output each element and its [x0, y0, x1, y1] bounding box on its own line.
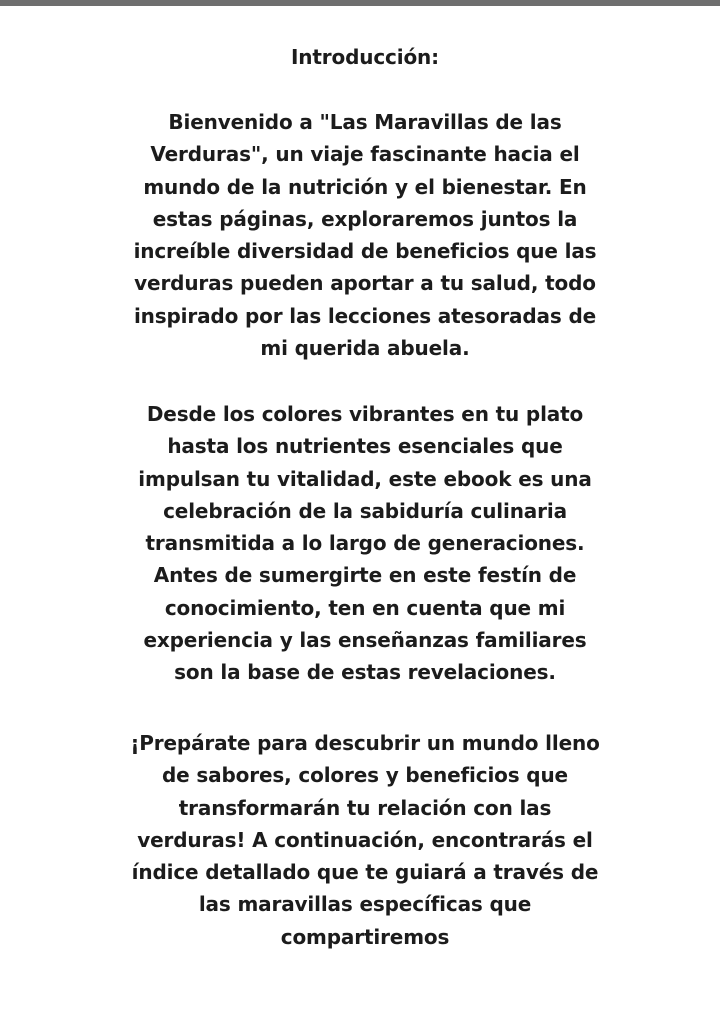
paragraph-line: inspirado por las lecciones atesoradas de — [133, 303, 597, 328]
paragraph-line: ¡Prepárate para descubrir un mundo lleno — [130, 731, 600, 755]
paragraph-line: mi querida abuela. — [260, 336, 470, 361]
paragraph-line: impulsan tu vitalidad, este ebook es una — [138, 466, 592, 491]
paragraph-line: verduras! A continuación, encontrarás el — [137, 827, 593, 852]
paragraph-line: las maravillas específicas que — [198, 892, 532, 917]
paragraph-colors — [100, 398, 630, 689]
paragraph-line: de sabores, colores y beneficios que — [162, 763, 568, 788]
paragraph-line: índice detallado que te guiará a través de — [131, 860, 599, 885]
paragraph-line: experiencia y las enseñanzas familiares — [143, 628, 587, 653]
paragraph-closing — [100, 727, 630, 953]
section-heading — [100, 41, 630, 73]
paragraph-line: hasta los nutrientes esenciales que — [167, 434, 563, 459]
paragraph-line: transmitida a lo largo de generaciones. — [145, 531, 585, 556]
paragraph-line: Desde los colores vibrantes en tu plato — [146, 402, 584, 426]
paragraph-line: son la base de estas revelaciones. — [174, 660, 556, 685]
paragraph-line: verduras pueden aportar a tu salud, todo — [134, 271, 596, 296]
paragraph-line: estas páginas, exploraremos juntos la — [152, 206, 578, 231]
paragraph-line: Verduras", un viaje fascinante hacia el — [150, 142, 580, 167]
paragraph-line: Antes de sumergirte en este festín de — [153, 563, 577, 588]
paragraph-intro — [100, 106, 630, 364]
paragraph-line: Bienvenido a "Las Maravillas de las — [168, 110, 562, 134]
paragraph-line: conocimiento, ten en cuenta que mi — [164, 595, 566, 620]
heading-text: Introducción: — [291, 45, 439, 69]
paragraph-line: celebración de la sabiduría culinaria — [163, 498, 567, 523]
paragraph-line: mundo de la nutrición y el bienestar. En — [143, 174, 587, 199]
paragraph-line: compartiremos — [280, 924, 450, 949]
paragraph-line: increíble diversidad de beneficios que las — [133, 239, 597, 264]
paragraph-line: transformarán tu relación con las — [178, 795, 552, 820]
